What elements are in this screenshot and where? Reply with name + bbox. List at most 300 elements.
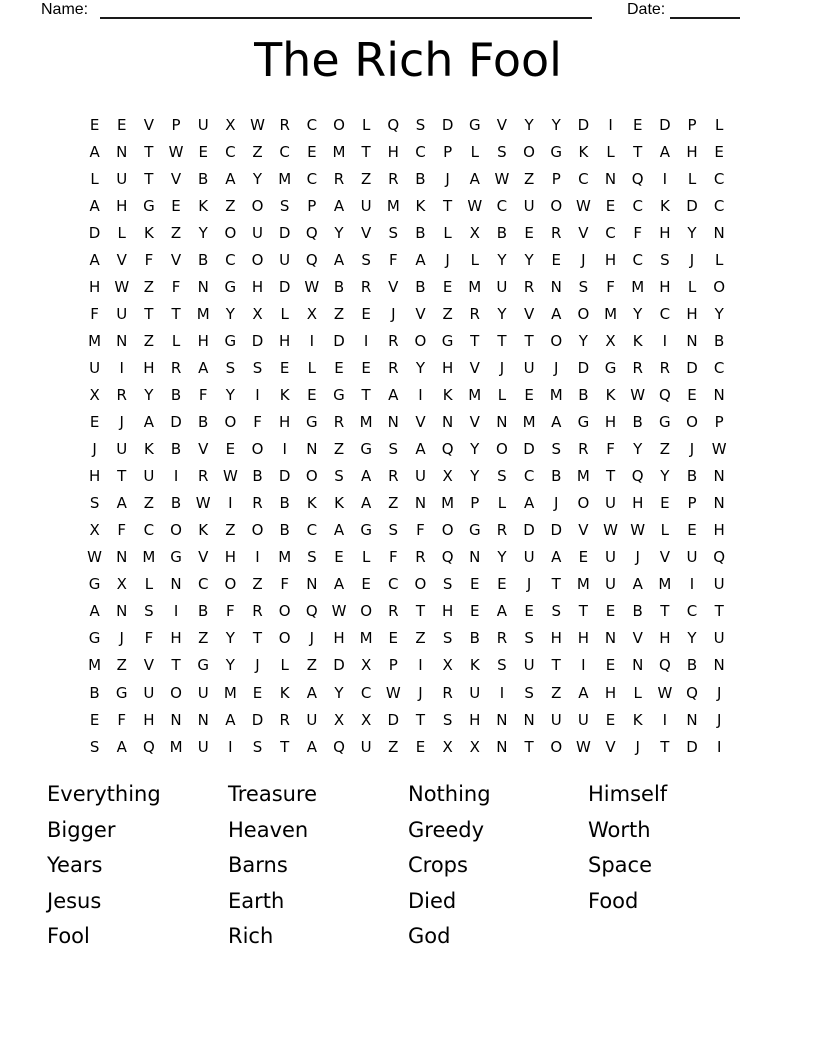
- grid-cell: I: [689, 575, 695, 594]
- grid-cell: Q: [658, 656, 671, 675]
- grid-cell: J: [554, 494, 559, 513]
- word-item: Jesus: [47, 888, 102, 913]
- grid-cell: M: [196, 304, 210, 323]
- grid-cell: T: [171, 304, 181, 323]
- grid-cell: N: [116, 331, 128, 350]
- grid-cell: Y: [334, 223, 344, 242]
- grid-cell: E: [551, 250, 561, 269]
- grid-cell: H: [577, 629, 590, 648]
- grid-cell: A: [198, 358, 209, 377]
- grid-cell: T: [605, 467, 616, 486]
- grid-cell: B: [198, 169, 209, 188]
- grid-cell: V: [143, 115, 155, 134]
- grid-cell: E: [470, 602, 480, 621]
- grid-cell: I: [716, 737, 722, 756]
- name-blank-line: [100, 0, 592, 19]
- grid-cell: A: [333, 250, 345, 269]
- grid-cell: U: [605, 548, 617, 567]
- grid-cell: C: [197, 575, 209, 594]
- grid-cell: J: [716, 683, 722, 702]
- grid-cell: Z: [143, 277, 155, 296]
- grid-cell: Y: [578, 331, 588, 350]
- grid-cell: N: [170, 575, 182, 594]
- grid-cell: O: [224, 413, 237, 432]
- grid-cell: Z: [225, 196, 236, 215]
- grid-cell: O: [414, 331, 427, 350]
- grid-cell: B: [686, 467, 698, 486]
- grid-cell: M: [142, 548, 156, 567]
- grid-cell: J: [92, 440, 97, 459]
- grid-cell: B: [333, 277, 345, 296]
- grid-cell: U: [116, 440, 128, 459]
- grid-cell: U: [414, 467, 426, 486]
- word-item: Food: [588, 888, 639, 913]
- grid-cell: Z: [143, 494, 155, 513]
- grid-cell: T: [633, 142, 643, 161]
- grid-cell: S: [225, 358, 236, 377]
- grid-cell: T: [443, 196, 453, 215]
- grid-cell: E: [632, 115, 643, 134]
- grid-cell: X: [225, 115, 236, 134]
- grid-cell: Z: [388, 494, 399, 513]
- grid-cell: P: [687, 494, 697, 513]
- grid-cell: E: [497, 575, 507, 594]
- grid-cell: Z: [116, 656, 127, 675]
- grid-cell: F: [280, 575, 289, 594]
- grid-cell: M: [441, 494, 455, 513]
- grid-cell: Y: [714, 304, 724, 323]
- grid-cell: U: [197, 115, 209, 134]
- grid-cell: V: [469, 358, 480, 377]
- grid-cell: F: [388, 548, 398, 567]
- word-item: Worth: [588, 817, 651, 842]
- grid-cell: U: [116, 169, 128, 188]
- grid-cell: M: [278, 548, 292, 567]
- grid-cell: N: [496, 737, 508, 756]
- grid-cell: B: [415, 169, 426, 188]
- grid-cell: Y: [497, 250, 507, 269]
- grid-cell: U: [197, 683, 209, 702]
- grid-cell: B: [686, 656, 698, 675]
- grid-cell: L: [144, 575, 154, 594]
- grid-cell: U: [469, 683, 481, 702]
- grid-cell: D: [550, 521, 563, 540]
- grid-cell: T: [714, 602, 724, 621]
- grid-cell: D: [278, 467, 291, 486]
- grid-cell: S: [524, 629, 534, 648]
- grid-cell: A: [551, 304, 562, 323]
- grid-cell: P: [171, 115, 181, 134]
- grid-cell: A: [523, 494, 535, 513]
- grid-cell: E: [279, 358, 290, 377]
- grid-cell: F: [144, 250, 154, 269]
- grid-cell: R: [116, 385, 127, 404]
- grid-cell: H: [686, 142, 698, 161]
- grid-cell: Q: [441, 548, 454, 567]
- grid-cell: N: [713, 385, 725, 404]
- grid-cell: R: [170, 358, 182, 377]
- grid-cell: U: [252, 223, 263, 242]
- grid-cell: K: [632, 710, 643, 729]
- grid-cell: M: [468, 277, 482, 296]
- grid-cell: W: [711, 440, 727, 459]
- grid-cell: Y: [497, 548, 507, 567]
- grid-cell: E: [714, 142, 724, 161]
- word-item: Crops: [408, 853, 468, 877]
- grid-cell: T: [171, 656, 181, 675]
- grid-cell: U: [306, 710, 318, 729]
- grid-cell: D: [686, 196, 698, 215]
- grid-cell: H: [170, 629, 182, 648]
- grid-cell: Z: [659, 440, 670, 459]
- grid-cell: D: [441, 115, 454, 134]
- grid-cell: D: [577, 115, 590, 134]
- grid-cell: G: [306, 413, 318, 432]
- grid-cell: H: [604, 413, 617, 432]
- grid-cell: U: [686, 548, 698, 567]
- grid-cell: U: [577, 710, 589, 729]
- grid-cell: O: [441, 521, 454, 540]
- grid-cell: X: [361, 710, 372, 729]
- grid-cell: I: [255, 385, 260, 404]
- grid-cell: X: [361, 656, 372, 675]
- grid-cell: R: [496, 521, 508, 540]
- grid-cell: G: [659, 413, 671, 432]
- grid-cell: U: [360, 196, 372, 215]
- letter-grid: [81, 111, 733, 760]
- grid-cell: B: [252, 467, 263, 486]
- grid-cell: S: [252, 358, 263, 377]
- grid-cell: V: [143, 656, 155, 675]
- grid-cell: T: [361, 142, 371, 161]
- grid-cell: O: [278, 629, 291, 648]
- grid-cell: J: [445, 250, 450, 269]
- grid-cell: A: [116, 494, 127, 513]
- word-list-column: [228, 777, 317, 955]
- grid-cell: C: [306, 169, 318, 188]
- grid-cell: F: [416, 521, 425, 540]
- grid-cell: A: [89, 602, 100, 621]
- grid-cell: L: [497, 494, 507, 513]
- grid-cell: O: [550, 331, 563, 350]
- grid-cell: L: [307, 358, 316, 377]
- grid-cell: H: [441, 602, 454, 621]
- grid-cell: U: [550, 710, 562, 729]
- grid-cell: S: [442, 629, 453, 648]
- grid-cell: O: [251, 196, 264, 215]
- word-item: Greedy: [408, 817, 485, 842]
- grid-cell: S: [388, 223, 399, 242]
- grid-cell: A: [225, 169, 236, 188]
- grid-cell: O: [523, 142, 535, 161]
- grid-cell: U: [713, 575, 725, 594]
- grid-cell: E: [89, 115, 100, 134]
- grid-cell: Y: [633, 304, 643, 323]
- date-blank-line: [670, 0, 740, 19]
- grid-cell: H: [143, 710, 155, 729]
- grid-cell: T: [280, 737, 290, 756]
- grid-cell: S: [524, 683, 534, 702]
- grid-cell: H: [469, 710, 481, 729]
- grid-cell: H: [659, 223, 671, 242]
- grid-cell: C: [388, 575, 399, 594]
- grid-cell: D: [686, 358, 698, 377]
- grid-cell: R: [523, 277, 535, 296]
- grid-cell: G: [333, 385, 345, 404]
- grid-cell: T: [524, 737, 534, 756]
- grid-cell: A: [116, 737, 127, 756]
- grid-cell: H: [604, 683, 617, 702]
- grid-cell: O: [577, 494, 590, 513]
- grid-cell: Q: [387, 115, 400, 134]
- grid-cell: O: [550, 737, 563, 756]
- grid-cell: E: [307, 142, 317, 161]
- grid-cell: C: [659, 304, 671, 323]
- grid-cell: H: [550, 629, 562, 648]
- grid-cell: F: [144, 629, 154, 648]
- grid-cell: Y: [225, 304, 235, 323]
- grid-cell: H: [441, 358, 454, 377]
- grid-cell: R: [333, 169, 345, 188]
- grid-cell: S: [334, 467, 344, 486]
- grid-cell: F: [633, 223, 643, 242]
- grid-cell: U: [523, 196, 535, 215]
- grid-cell: C: [279, 142, 290, 161]
- grid-cell: Y: [524, 115, 534, 134]
- grid-cell: X: [306, 304, 317, 323]
- grid-cell: H: [251, 277, 264, 296]
- grid-cell: W: [467, 196, 483, 215]
- grid-cell: P: [388, 656, 398, 675]
- grid-cell: H: [659, 277, 671, 296]
- grid-cell: U: [197, 737, 209, 756]
- grid-cell: O: [550, 196, 563, 215]
- grid-cell: F: [90, 304, 99, 323]
- grid-cell: A: [361, 494, 372, 513]
- grid-cell: A: [415, 250, 426, 269]
- grid-cell: L: [633, 683, 642, 702]
- grid-cell: W: [630, 385, 646, 404]
- grid-cell: J: [689, 440, 695, 459]
- word-item: Fool: [47, 924, 90, 948]
- grid-cell: D: [251, 331, 264, 350]
- grid-cell: L: [90, 169, 99, 188]
- grid-cell: V: [605, 737, 616, 756]
- grid-cell: A: [632, 575, 643, 594]
- grid-cell: H: [659, 629, 671, 648]
- grid-cell: R: [442, 683, 453, 702]
- grid-cell: E: [361, 575, 371, 594]
- grid-cell: T: [117, 467, 127, 486]
- grid-cell: I: [662, 169, 668, 188]
- grid-cell: N: [441, 413, 454, 432]
- grid-cell: J: [689, 250, 695, 269]
- grid-cell: S: [442, 710, 453, 729]
- grid-cell: C: [415, 142, 426, 161]
- grid-cell: K: [659, 196, 670, 215]
- grid-cell: Y: [687, 629, 697, 648]
- grid-cell: B: [89, 683, 100, 702]
- grid-cell: G: [88, 575, 101, 594]
- grid-cell: Y: [198, 223, 208, 242]
- grid-cell: S: [252, 737, 263, 756]
- grid-cell: M: [359, 629, 373, 648]
- grid-cell: J: [309, 629, 315, 648]
- grid-cell: E: [252, 683, 263, 702]
- grid-cell: D: [278, 223, 291, 242]
- grid-cell: P: [714, 413, 724, 432]
- grid-cell: N: [197, 277, 209, 296]
- grid-cell: G: [441, 331, 454, 350]
- grid-cell: I: [282, 440, 287, 459]
- grid-cell: V: [523, 304, 535, 323]
- grid-cell: A: [306, 683, 317, 702]
- grid-cell: L: [470, 250, 479, 269]
- grid-cell: V: [578, 521, 589, 540]
- word-item: God: [408, 924, 451, 948]
- grid-cell: K: [143, 440, 154, 459]
- word-item: Died: [408, 888, 457, 913]
- grid-cell: N: [713, 656, 725, 675]
- grid-cell: W: [250, 115, 265, 134]
- grid-cell: K: [306, 494, 317, 513]
- grid-cell: T: [551, 656, 561, 675]
- grid-cell: K: [334, 494, 344, 513]
- grid-cell: D: [577, 358, 590, 377]
- grid-cell: E: [225, 440, 236, 459]
- grid-cell: A: [333, 521, 345, 540]
- grid-cell: A: [89, 196, 100, 215]
- grid-cell: G: [115, 683, 128, 702]
- grid-cell: L: [660, 521, 670, 540]
- grid-cell: T: [144, 304, 154, 323]
- grid-cell: H: [279, 413, 291, 432]
- grid-cell: N: [414, 494, 427, 513]
- grid-cell: W: [114, 277, 130, 296]
- grid-cell: U: [360, 737, 372, 756]
- grid-cell: H: [686, 304, 698, 323]
- grid-cell: S: [388, 521, 399, 540]
- grid-cell: G: [143, 196, 155, 215]
- grid-cell: Q: [713, 548, 726, 567]
- grid-cell: B: [198, 602, 209, 621]
- grid-cell: S: [388, 440, 399, 459]
- grid-cell: B: [714, 331, 725, 350]
- grid-cell: Q: [333, 737, 345, 756]
- grid-cell: C: [605, 223, 616, 242]
- grid-cell: N: [550, 277, 562, 296]
- grid-cell: W: [575, 196, 591, 215]
- grid-cell: M: [332, 142, 346, 161]
- grid-cell: R: [551, 223, 562, 242]
- grid-cell: D: [251, 710, 264, 729]
- grid-cell: M: [576, 467, 590, 486]
- grid-cell: Y: [225, 385, 235, 404]
- grid-cell: C: [713, 358, 725, 377]
- grid-cell: L: [714, 250, 724, 269]
- grid-cell: N: [713, 467, 725, 486]
- grid-cell: N: [632, 656, 644, 675]
- grid-cell: T: [524, 331, 534, 350]
- grid-cell: I: [228, 737, 233, 756]
- grid-cell: N: [116, 602, 128, 621]
- grid-cell: D: [387, 710, 400, 729]
- grid-cell: M: [88, 331, 102, 350]
- grid-cell: D: [659, 115, 671, 134]
- grid-cell: K: [279, 683, 290, 702]
- grid-cell: O: [713, 277, 726, 296]
- grid-cell: N: [306, 575, 318, 594]
- grid-cell: N: [713, 494, 725, 513]
- grid-cell: O: [496, 440, 508, 459]
- grid-cell: S: [551, 602, 561, 621]
- word-item: Nothing: [408, 782, 491, 806]
- grid-cell: R: [333, 413, 345, 432]
- grid-cell: V: [578, 223, 589, 242]
- grid-cell: R: [252, 602, 263, 621]
- grid-cell: Z: [306, 656, 317, 675]
- grid-cell: Y: [144, 385, 154, 404]
- grid-cell: Y: [334, 683, 344, 702]
- grid-cell: N: [197, 710, 209, 729]
- grid-cell: N: [496, 710, 508, 729]
- grid-cell: S: [279, 196, 290, 215]
- grid-cell: N: [713, 223, 725, 242]
- grid-cell: Y: [551, 115, 561, 134]
- grid-cell: E: [198, 142, 208, 161]
- grid-cell: K: [469, 656, 480, 675]
- grid-cell: O: [251, 250, 264, 269]
- grid-cell: T: [361, 385, 371, 404]
- grid-cell: D: [523, 521, 535, 540]
- grid-cell: F: [606, 277, 615, 296]
- grid-cell: V: [116, 250, 127, 269]
- grid-cell: L: [687, 277, 697, 296]
- grid-cell: U: [143, 467, 155, 486]
- grid-cell: E: [687, 521, 697, 540]
- grid-cell: T: [144, 169, 154, 188]
- grid-cell: W: [657, 683, 673, 702]
- grid-cell: X: [605, 331, 616, 350]
- grid-cell: U: [523, 656, 535, 675]
- grid-cell: W: [222, 467, 238, 486]
- grid-cell: Z: [252, 142, 263, 161]
- grid-cell: V: [170, 169, 182, 188]
- grid-cell: H: [632, 494, 644, 513]
- grid-cell: V: [415, 413, 426, 432]
- grid-cell: A: [143, 413, 155, 432]
- grid-cell: X: [442, 656, 453, 675]
- grid-cell: Q: [305, 602, 318, 621]
- grid-cell: U: [523, 358, 535, 377]
- grid-cell: C: [225, 250, 236, 269]
- grid-cell: G: [88, 629, 101, 648]
- grid-cell: C: [523, 467, 535, 486]
- grid-cell: H: [279, 331, 291, 350]
- grid-cell: L: [606, 142, 615, 161]
- grid-cell: D: [333, 331, 345, 350]
- grid-cell: G: [224, 277, 237, 296]
- grid-cell: J: [418, 683, 423, 702]
- grid-cell: U: [89, 358, 101, 377]
- grid-cell: J: [255, 656, 260, 675]
- grid-cell: S: [415, 115, 426, 134]
- grid-cell: Y: [470, 467, 480, 486]
- grid-cell: G: [170, 548, 182, 567]
- grid-cell: Z: [523, 169, 535, 188]
- grid-cell: C: [713, 169, 725, 188]
- grid-cell: Z: [415, 629, 426, 648]
